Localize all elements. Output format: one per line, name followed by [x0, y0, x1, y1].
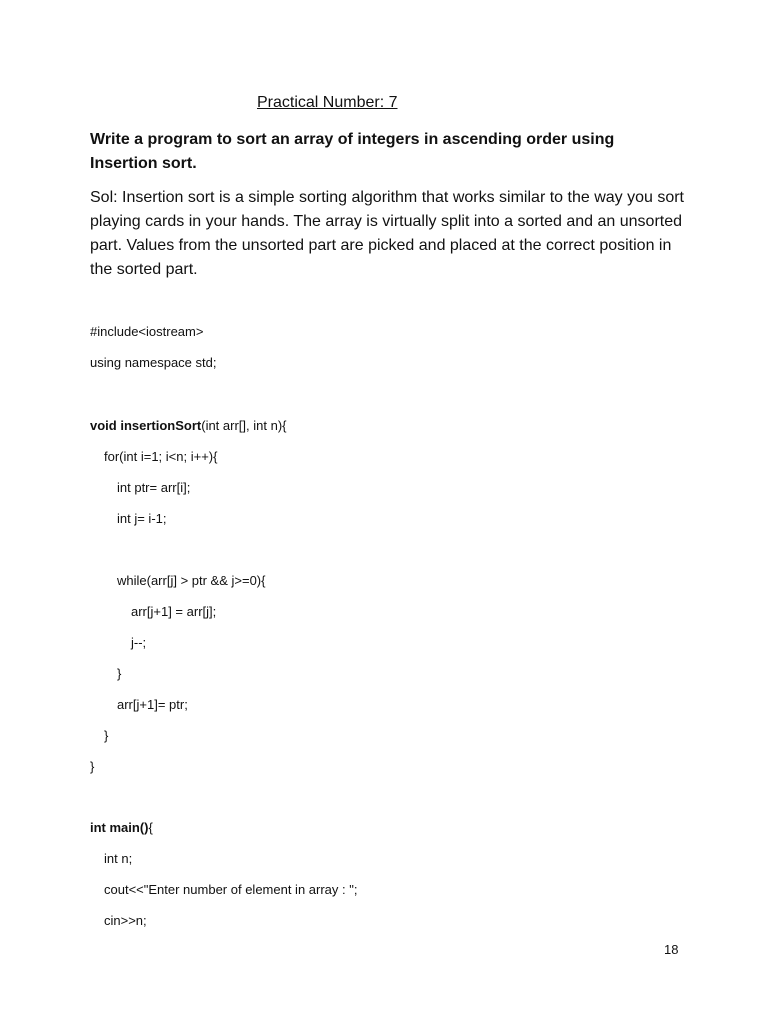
code-line-cout: cout<<"Enter number of element in array : "; — [104, 882, 358, 897]
code-line-shift: arr[j+1] = arr[j]; — [131, 604, 217, 619]
sort-function-keyword: void insertionSort — [90, 418, 202, 433]
code-line-ptr: int ptr= arr[i]; — [117, 480, 191, 495]
main-open-brace: { — [148, 820, 153, 835]
code-line-include: #include<iostream> — [90, 324, 204, 339]
code-line-decrement: j--; — [131, 635, 147, 650]
solution-text: Sol: Insertion sort is a simple sorting algorithm that works similar to the way you sort playing cards in your hands. The array is virtually split into a sorted and an unsorted part. Values from the unsorted part are picked and placed at the correct position in the sorted part. — [90, 189, 684, 278]
code-line-close-sort: } — [90, 759, 95, 774]
code-line-namespace: using namespace std; — [90, 355, 217, 370]
question-text: Write a program to sort an array of integers in ascending order using Insertion sort. — [90, 131, 615, 172]
code-line-n-decl: int n; — [104, 851, 133, 866]
code-line-for: for(int i=1; i<n; i++){ — [104, 449, 218, 464]
page-number: 18 — [664, 942, 679, 957]
code-line-while: while(arr[j] > ptr && j>=0){ — [117, 573, 266, 588]
code-line-close-for: } — [104, 728, 109, 743]
code-line-cin: cin>>n; — [104, 913, 147, 928]
practical-title: Practical Number: 7 — [257, 94, 398, 111]
code-line-close-while: } — [117, 666, 122, 681]
code-line-j: int j= i-1; — [117, 511, 167, 526]
code-line-main-signature — [90, 818, 153, 838]
sort-function-params: (int arr[], int n){ — [201, 418, 287, 433]
code-line-sort-signature — [90, 416, 286, 436]
main-function-keyword: int main() — [90, 820, 149, 835]
code-line-assign: arr[j+1]= ptr; — [117, 697, 188, 712]
